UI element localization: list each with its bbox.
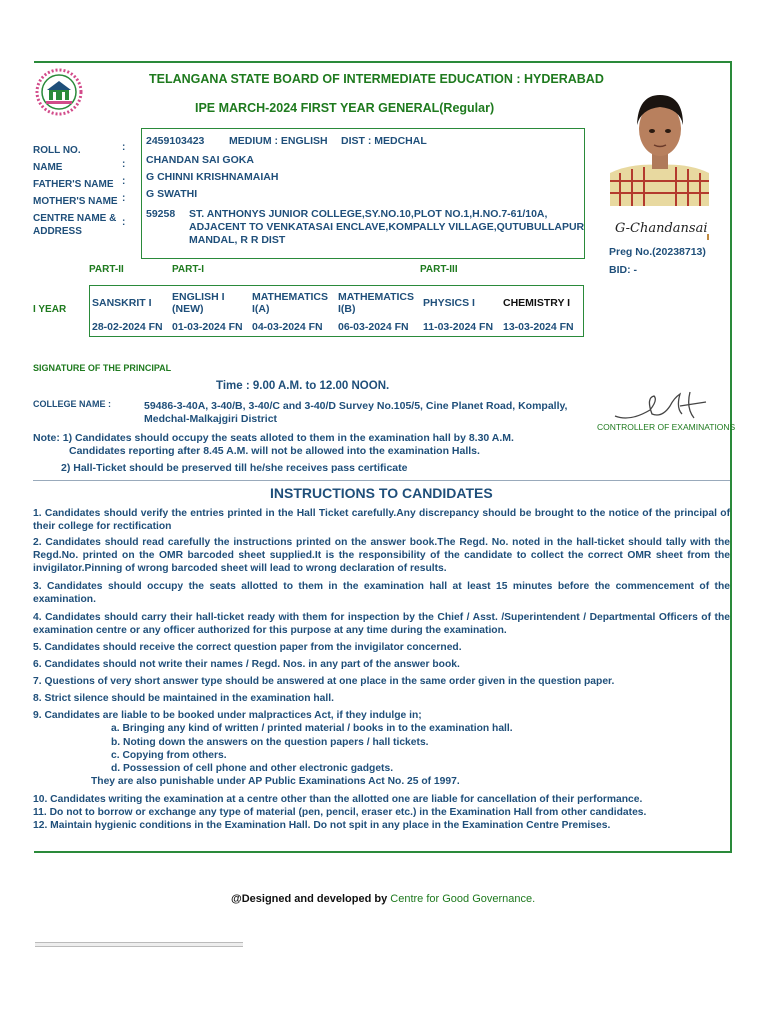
subject-name: CHEMISTRY I	[503, 297, 571, 309]
footer-link[interactable]: Centre for Good Governance.	[390, 893, 536, 905]
subject-name-line2: (NEW)	[172, 303, 204, 315]
exam-date: 13-03-2024 FN	[503, 321, 574, 333]
colon: :	[122, 217, 126, 228]
colon: :	[122, 142, 126, 153]
centre-label: CENTRE NAME &	[33, 213, 117, 224]
instruction-item: 8. Strict silence should be maintained in the examination hall.	[33, 693, 334, 704]
subject-name-line2: I(B)	[338, 303, 356, 315]
subject-name: SANSKRIT I	[92, 297, 152, 309]
board-title: TELANGANA STATE BOARD OF INTERMEDIATE EDUCATION : HYDERABAD	[149, 72, 604, 86]
college-line2: Medchal-Malkajgiri District	[144, 413, 278, 425]
divider	[33, 480, 730, 481]
district: DIST : MEDCHAL	[341, 135, 427, 147]
instruction-item: 1. Candidates should verify the entries printed in the Hall Ticket carefully.Any discrepancy should be brought to the notice of the principal of their college for rectification	[33, 508, 730, 532]
centre-address-line3: MANDAL, R R DIST	[189, 234, 286, 246]
colon: :	[122, 159, 126, 170]
instruction-subitem: d. Possession of cell phone and other electronic gadgets.	[111, 763, 394, 774]
controller-signature	[610, 388, 710, 424]
subject-name: PHYSICS I	[423, 297, 475, 309]
instruction-subitem: b. Noting down the answers on the question papers / hall tickets.	[111, 737, 429, 748]
instruction-item: 7. Questions of very short answer type should be answered at one place in the same order given in the question paper.	[33, 676, 615, 687]
exam-title: IPE MARCH-2024 FIRST YEAR GENERAL(Regular)	[195, 101, 495, 115]
student-name: CHANDAN SAI GOKA	[146, 154, 254, 166]
subject-name-line1: MATHEMATICS	[252, 291, 329, 303]
mother-name: G SWATHI	[146, 188, 198, 200]
note-1b: Candidates reporting after 8.45 A.M. will not be allowed into the examination Halls.	[69, 445, 480, 457]
exam-date: 11-03-2024 FN	[423, 321, 494, 333]
exam-time: Time : 9.00 A.M. to 12.00 NOON.	[216, 380, 390, 392]
medium: MEDIUM : ENGLISH	[229, 135, 328, 147]
father-label: FATHER'S NAME	[33, 179, 114, 190]
colon: :	[122, 193, 126, 204]
preg-number: Preg No.(20238713)	[609, 246, 706, 258]
exam-date: 01-03-2024 FN	[172, 321, 243, 333]
father-name: G CHINNI KRISHNAMAIAH	[146, 171, 279, 183]
centre-address-line1: ST. ANTHONYS JUNIOR COLLEGE,SY.NO.10,PLOT NO.1,H.NO.7-61/10A,	[189, 208, 548, 220]
colon: :	[122, 176, 126, 187]
footer-prefix: @Designed and developed by	[231, 893, 391, 905]
instruction-item: 6. Candidates should not write their names / Regd. Nos. in any part of the answer book.	[33, 659, 460, 670]
horizontal-rule	[35, 942, 243, 947]
board-logo-icon	[35, 68, 83, 116]
part-2-label: PART-II	[89, 264, 124, 275]
mother-label: MOTHER'S NAME	[33, 196, 118, 207]
name-label: NAME	[33, 162, 63, 173]
roll-number: 2459103423	[146, 135, 205, 147]
part-3-label: PART-III	[420, 264, 458, 275]
student-photo	[610, 81, 709, 206]
instruction-subitem: They are also punishable under AP Public Examinations Act No. 25 of 1997.	[91, 776, 460, 787]
college-line1: 59486-3-40A, 3-40/B, 3-40/C and 3-40/D Survey No.105/5, Cine Planet Road, Kompally,	[144, 400, 568, 412]
instruction-subitem: c. Copying from others.	[111, 750, 227, 761]
instruction-item: 11. Do not to borrow or exchange any type of material (pen, pencil, eraser etc.) in the Examination Hall from other candidates.	[33, 807, 647, 818]
footer	[231, 893, 535, 905]
exam-date: 04-03-2024 FN	[252, 321, 323, 333]
note-1: Note: 1) Candidates should occupy the seats alloted to them in the examination hall by 8.30 A.M.	[33, 432, 514, 444]
subject-name-line2: I(A)	[252, 303, 270, 315]
centre-code: 59258	[146, 208, 176, 220]
exam-date: 06-03-2024 FN	[338, 321, 409, 333]
student-signature	[613, 214, 713, 240]
part-1-label: PART-I	[172, 264, 205, 275]
svg-text:G-Chandansai: G-Chandansai	[615, 221, 708, 236]
instruction-item: 12. Maintain hygienic conditions in the Examination Hall. Do not spit in any place in the Examination Centre Premises.	[33, 820, 611, 831]
controller-label: CONTROLLER OF EXAMINATIONS	[597, 422, 736, 432]
instructions-title: INSTRUCTIONS TO CANDIDATES	[270, 485, 493, 501]
year-label: I YEAR	[33, 304, 67, 315]
instruction-subitem: a. Bringing any kind of written / printed material / books in to the examination hall.	[111, 723, 513, 734]
subject-name-line1: MATHEMATICS	[338, 291, 415, 303]
instruction-item: 3. Candidates should occupy the seats allotted to them in the examination hall at least 15 minutes before the commencement of the examination.	[33, 581, 730, 605]
principal-signature-label: SIGNATURE OF THE PRINCIPAL	[33, 363, 172, 373]
instruction-item: 10. Candidates writing the examination at a centre other than the allotted one are liable for cancellation of their performance.	[33, 794, 643, 805]
note-2: 2) Hall-Ticket should be preserved till he/she receives pass certificate	[61, 462, 408, 474]
instruction-item: 9. Candidates are liable to be booked under malpractices Act, if they indulge in;	[33, 710, 422, 721]
subject-name-line1: ENGLISH I	[172, 291, 225, 303]
college-name-label: COLLEGE NAME :	[33, 399, 111, 409]
instruction-item: 5. Candidates should receive the correct question paper from the invigilator concerned.	[33, 642, 462, 653]
roll-label: ROLL NO.	[33, 145, 81, 156]
exam-date: 28-02-2024 FN	[92, 321, 163, 333]
centre-address-line2: ADJACENT TO VENKATASAI ENCLAVE,KOMPALLY VILLAGE,QUTUBULLAPUR	[189, 221, 585, 233]
bid: BID: -	[609, 264, 637, 276]
instruction-item: 4. Candidates should carry their hall-ticket ready with them for inspection by the Chief / Asst. /Superintendent / Departmental Officers of the examination centre or any officer authorized for this purpose at any time during the examination.	[33, 612, 730, 636]
address-label: ADDRESS	[33, 226, 82, 237]
instruction-item: 2. Candidates should read carefully the instructions printed on the answer book.The Regd. No. noted in the hall-ticket should tally with the Regd.No. printed on the OMR barcoded sheet supplied.It is the responsibility of the candidate to collect the correct OMR sheet from the invigilator.Pinning of wrong barcoded sheet will lead to wrong declaration of results.	[33, 537, 730, 574]
